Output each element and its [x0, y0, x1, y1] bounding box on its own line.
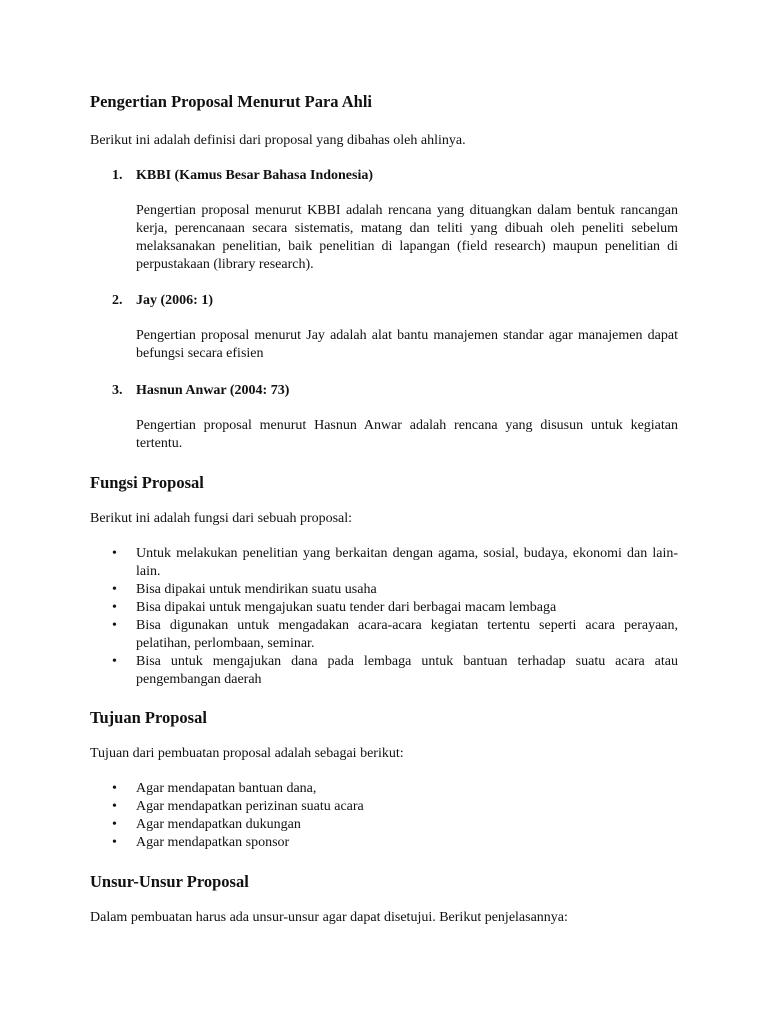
numbered-item-hasnun-anwar — [112, 382, 678, 453]
item-number: 1. — [112, 168, 123, 183]
bullet-icon: • — [112, 781, 117, 796]
section-intro-fungsi: Berikut ini adalah fungsi dari sebuah proposal: — [90, 511, 353, 526]
list-item: • Bisa dipakai untuk mendirikan suatu usaha — [112, 582, 377, 597]
list-item: • Agar mendapatkan perizinan suatu acara — [112, 799, 364, 814]
bullet-icon: • — [112, 582, 117, 597]
bullet-list-tujuan — [112, 780, 678, 852]
list-item: • Untuk melakukan penelitian yang berkaitan dengan agama, sosial, budaya, ekonomi dan lain-lain. — [112, 546, 678, 579]
section-heading-tujuan: Tujuan Proposal — [90, 708, 207, 727]
bullet-icon: • — [112, 654, 117, 669]
numbered-item-title — [112, 382, 678, 400]
list-item: • Agar mendapatkan dukungan — [112, 817, 301, 832]
section-heading-pengertian: Pengertian Proposal Menurut Para Ahli — [90, 92, 373, 111]
numbered-item-body: Pengertian proposal menurut KBBI adalah rencana yang dituangkan dalam bentuk rancangan kerja, perencanaan secara sistematis, matang dan teliti yang dibuah oleh peneliti sebelum melaksanakan penelitian, baik penelitian di lapangan (field research) maupun penelitian di perpustakaan (library research). — [136, 203, 678, 272]
numbered-item-title — [112, 292, 678, 310]
bullet-list-fungsi — [112, 545, 678, 689]
numbered-item-body: Pengertian proposal menurut Jay adalah alat bantu manajemen standar agar manajemen dapat befungsi secara efisien — [136, 328, 678, 361]
section-intro-tujuan: Tujuan dari pembuatan proposal adalah sebagai berikut: — [90, 746, 404, 761]
item-number: 2. — [112, 293, 123, 308]
section-intro-pengertian: Berikut ini adalah definisi dari proposal yang dibahas oleh ahlinya. — [90, 133, 466, 148]
list-item: • Bisa digunakan untuk mengadakan acara-acara kegiatan tertentu seperti acara perayaan, pelatihan, perlombaan, seminar. — [112, 618, 678, 651]
list-item: • Bisa dipakai untuk mengajukan suatu tender dari berbagai macam lembaga — [112, 600, 557, 615]
numbered-item-kbbi — [112, 167, 678, 274]
item-number: 3. — [112, 383, 123, 398]
list-item: • Agar mendapatan bantuan dana, — [112, 781, 317, 796]
item-title: KBBI (Kamus Besar Bahasa Indonesia) — [136, 168, 374, 183]
section-intro-unsur: Dalam pembuatan harus ada unsur-unsur agar dapat disetujui. Berikut penjelasannya: — [90, 910, 568, 925]
bullet-icon: • — [112, 600, 117, 615]
numbered-item-body: Pengertian proposal menurut Hasnun Anwar adalah rencana yang disusun untuk kegiatan tertentu. — [136, 418, 678, 451]
bullet-icon: • — [112, 817, 117, 832]
item-title: Jay (2006: 1) — [136, 293, 213, 308]
numbered-item-title — [112, 167, 678, 185]
list-item: • Bisa untuk mengajukan dana pada lembaga untuk bantuan terhadap suatu acara atau pengembangan daerah — [112, 654, 678, 687]
bullet-icon: • — [112, 546, 117, 561]
bullet-icon: • — [112, 835, 117, 850]
bullet-icon: • — [112, 618, 117, 633]
item-title: Hasnun Anwar (2004: 73) — [136, 383, 290, 398]
list-item: • Agar mendapatkan sponsor — [112, 835, 290, 850]
numbered-item-jay — [112, 292, 678, 363]
section-heading-unsur: Unsur-Unsur Proposal — [90, 872, 249, 891]
section-heading-fungsi: Fungsi Proposal — [90, 473, 204, 492]
bullet-icon: • — [112, 799, 117, 814]
